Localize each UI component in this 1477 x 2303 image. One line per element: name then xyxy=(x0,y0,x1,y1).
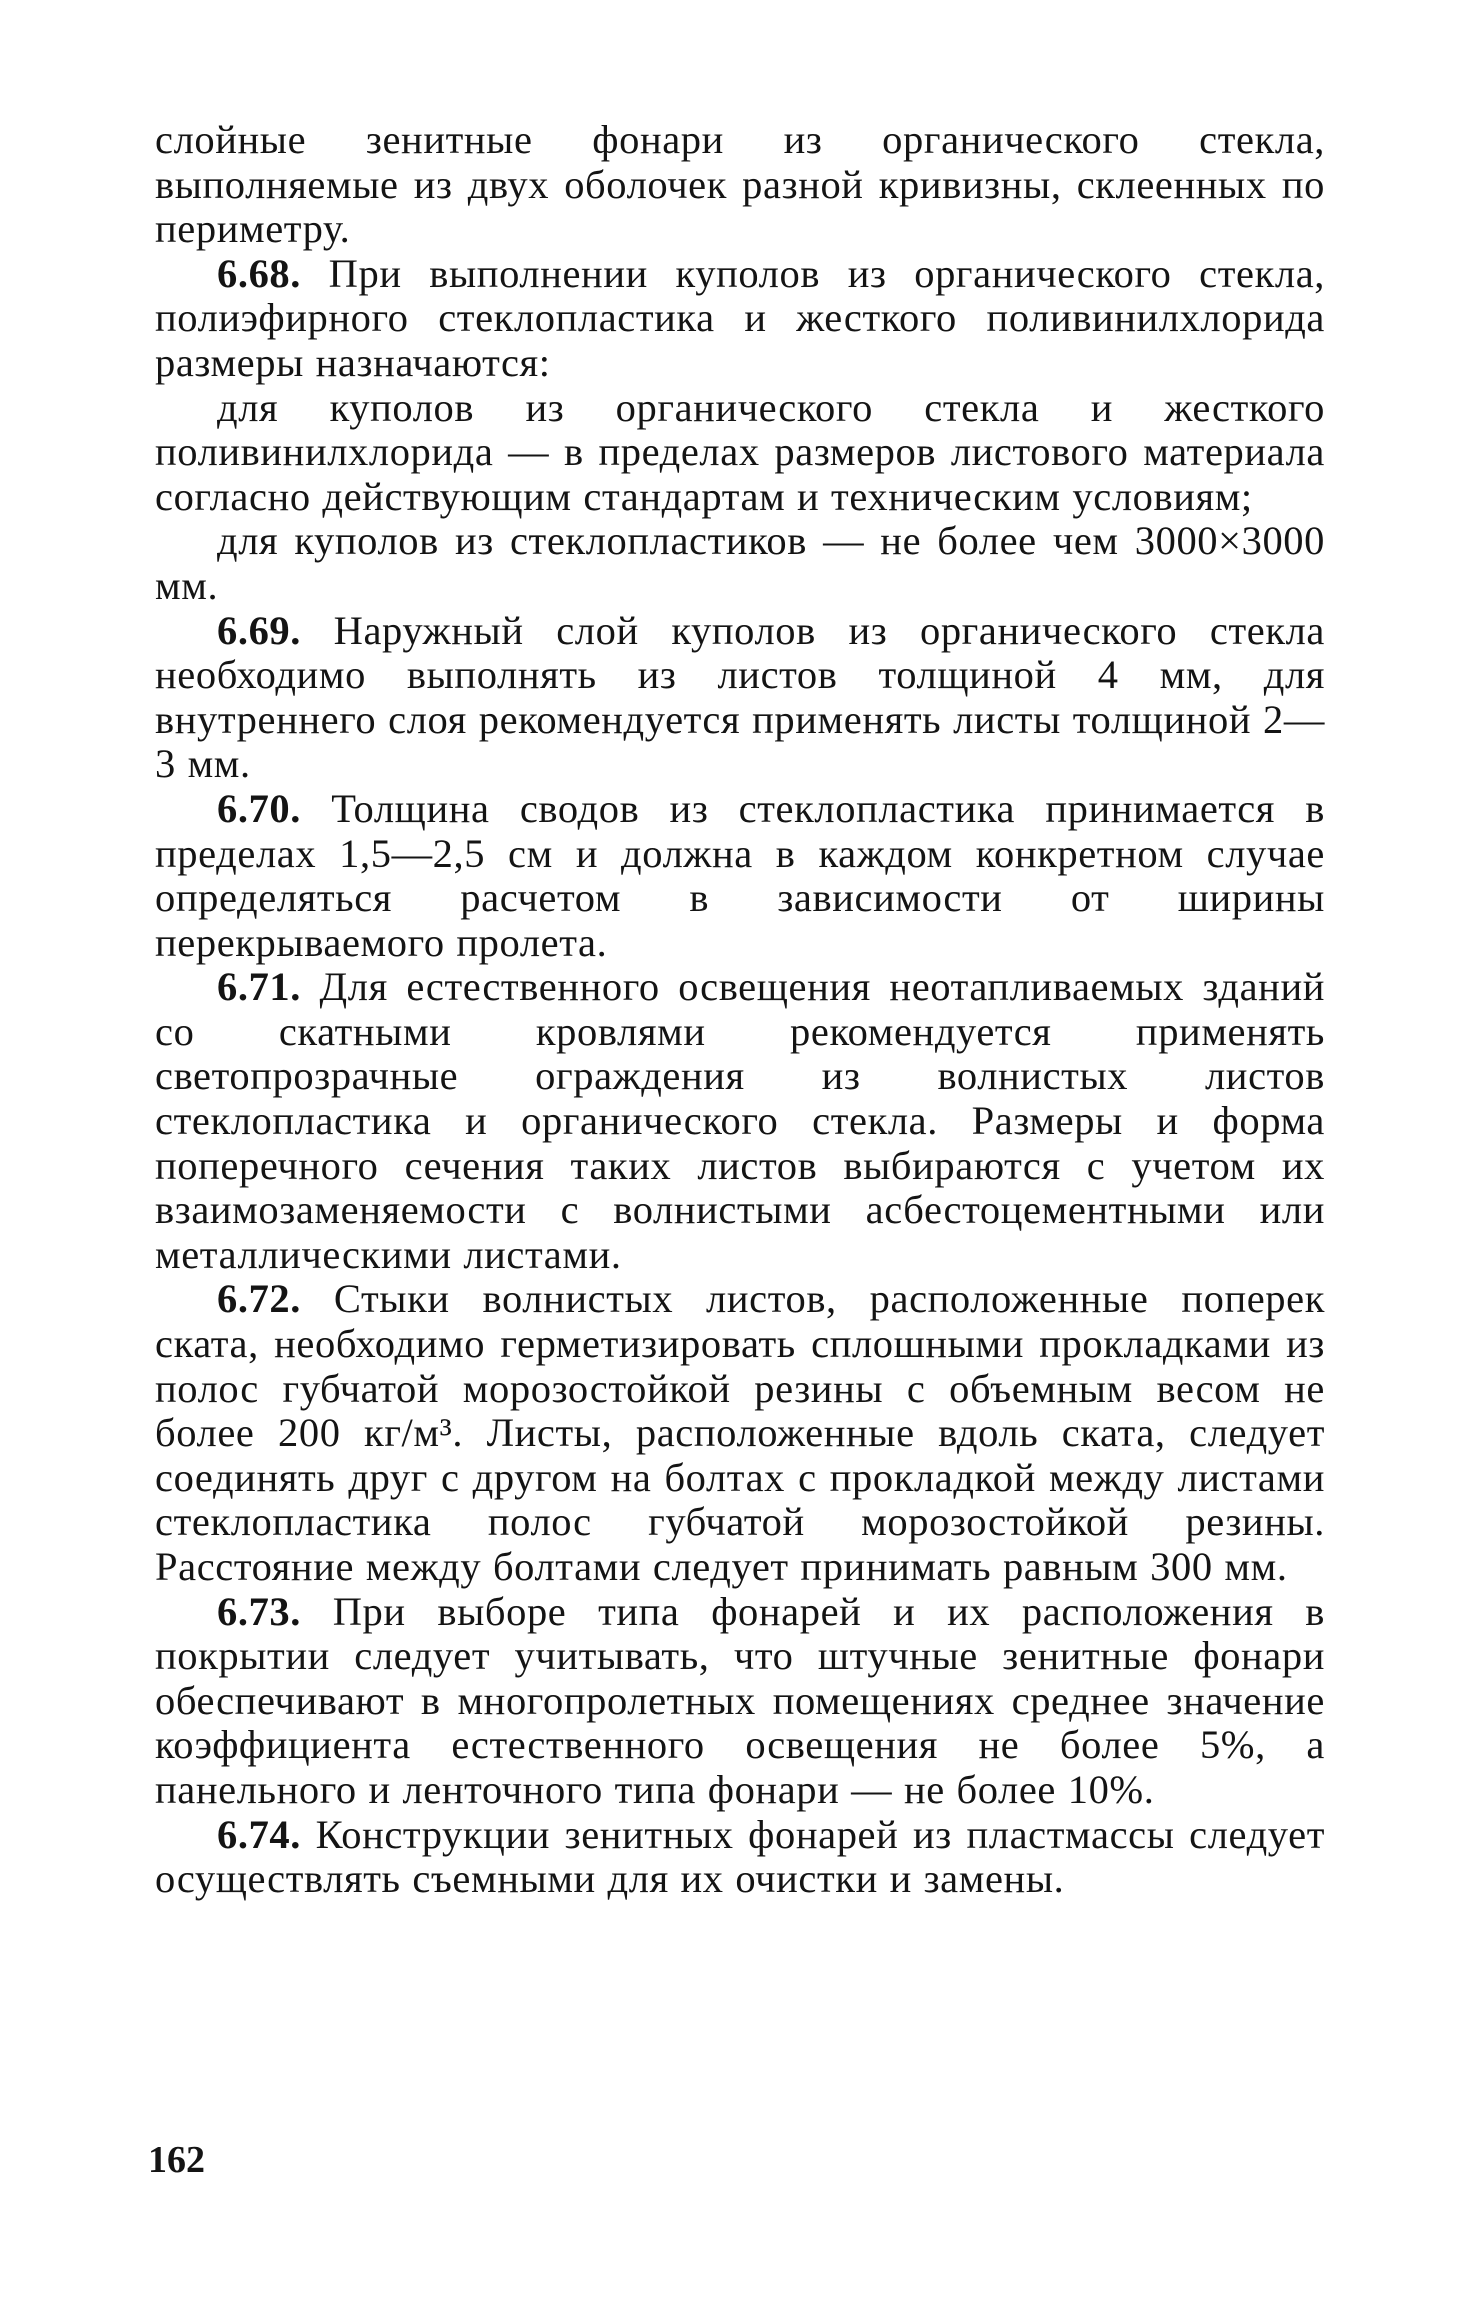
paragraph-number: 6.72. xyxy=(217,1276,301,1322)
paragraph-6-74 xyxy=(155,1813,1325,1902)
paragraph-text: для куполов из стеклопластиков — не более чем 3000×3000 мм. xyxy=(155,518,1325,608)
paragraph-number: 6.71. xyxy=(217,964,301,1010)
paragraph-text: Толщина сводов из стеклопластика принимается в пределах 1,5—2,5 см и должна в каждом конкретном случае определяться расчетом в зависимости от ширины перекрываемого пролета. xyxy=(155,785,1325,965)
paragraph-plexiglass-sizes xyxy=(155,386,1325,520)
page-body xyxy=(155,118,1325,1902)
paragraph-continuation xyxy=(155,118,1325,252)
paragraph-number: 6.69. xyxy=(217,607,301,653)
paragraph-fiberglass-sizes xyxy=(155,519,1325,608)
paragraph-text: для куполов из органического стекла и жесткого поливинилхлорида — в пределах размеров листового материала согласно действующим стандартам и техническим условиям; xyxy=(155,384,1325,519)
paragraph-number: 6.74. xyxy=(217,1811,301,1857)
paragraph-number: 6.73. xyxy=(217,1588,301,1634)
paragraph-text: Конструкции зенитных фонарей из пластмассы следует осуществлять съемными для их очистки и замены. xyxy=(155,1811,1325,1902)
paragraph-text: При выполнении куполов из органического стекла, полиэфирного стеклопластика и жесткого поливинилхлорида размеры назначаются: xyxy=(155,250,1325,385)
paragraph-text: Наружный слой куполов из органического стекла необходимо выполнять из листов толщиной 4 мм, для внутреннего слоя рекомендуется применять листы толщиной 2—3 мм. xyxy=(155,607,1325,787)
paragraph-text: При выборе типа фонарей и их расположения в покрытии следует учитывать, что штучные зенитные фонари обеспечивают в многопролетных помещениях среднее значение коэффициента естественного освещения не более 5%, а панельного и ленточного типа фонари — не более 10%. xyxy=(155,1588,1325,1812)
paragraph-6-68 xyxy=(155,252,1325,386)
paragraph-text: Для естественного освещения неотапливаемых зданий со скатными кровлями рекомендуется применять светопрозрачные ограждения из волнистых листов стеклопластика и органического стекла. Размеры и форма поперечного сечения таких листов выбираются с учетом их взаимозаменяемости с волнистыми асбестоцементными или металлическими листами. xyxy=(155,964,1325,1277)
paragraph-number: 6.68. xyxy=(217,250,301,296)
paragraph-6-72 xyxy=(155,1277,1325,1589)
paragraph-text: Стыки волнистых листов, расположенные поперек ската, необходимо герметизировать сплошными прокладками из полос губчатой морозостойкой резины с объемным весом не более 200 кг/м³. Листы, расположенные вдоль ската, следует соединять друг с другом на болтах с прокладкой между листами стеклопластика полос губчатой морозостойкой резины. Расстояние между болтами следует принимать равным 300 мм. xyxy=(155,1276,1325,1589)
paragraph-6-71 xyxy=(155,965,1325,1277)
paragraph-6-70 xyxy=(155,787,1325,965)
paragraph-text: слойные зенитные фонари из органического стекла, выполняемые из двух оболочек разной кривизны, склеенных по периметру. xyxy=(155,117,1325,252)
paragraph-6-73 xyxy=(155,1590,1325,1813)
paragraph-number: 6.70. xyxy=(217,785,301,831)
page-number: 162 xyxy=(148,2139,205,2181)
paragraph-6-69 xyxy=(155,609,1325,787)
